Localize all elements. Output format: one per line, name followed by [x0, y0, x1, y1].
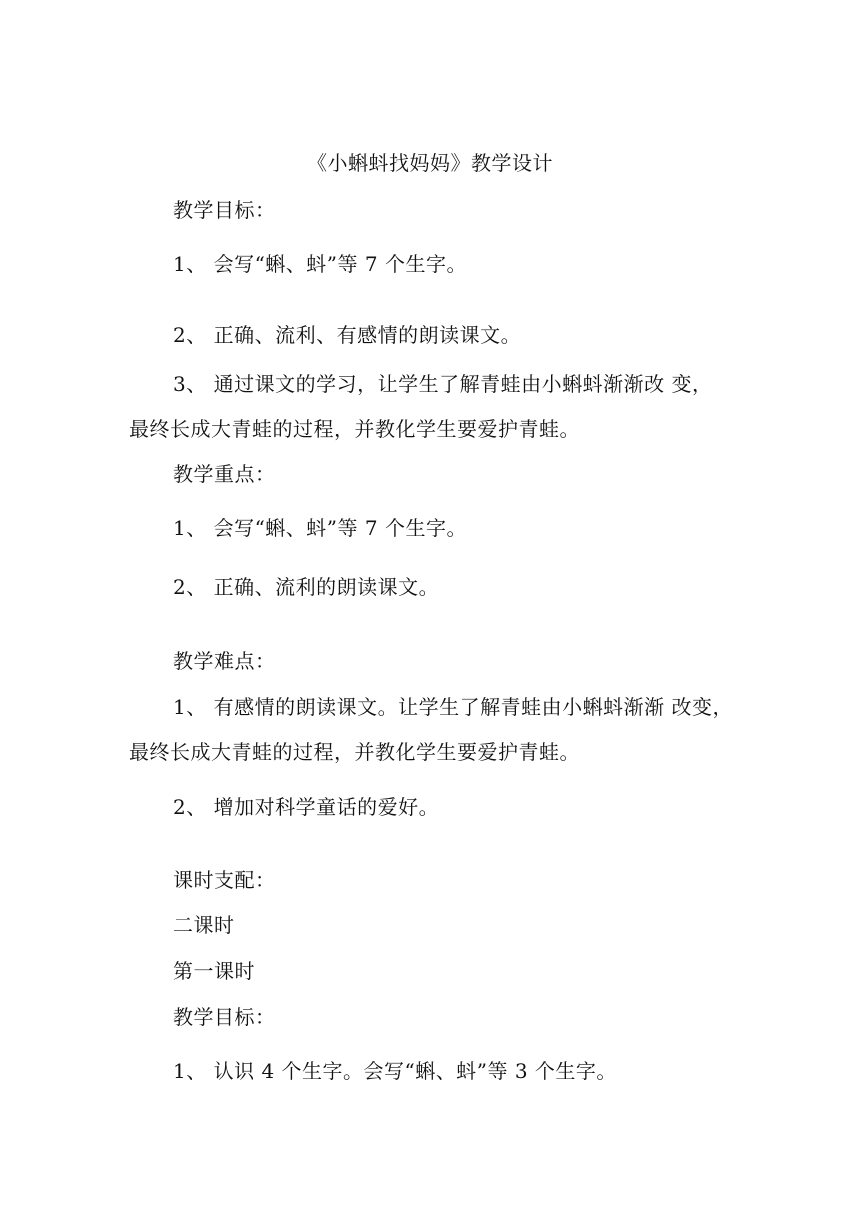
- heading-first-period-goals: 教学目标：: [173, 1005, 276, 1029]
- heading-schedule: 课时支配：: [173, 868, 276, 892]
- heading-teaching-goals: 教学目标：: [173, 198, 276, 222]
- goal-item-2: 2、 正确、流利、有感情的朗读课文。: [173, 323, 522, 347]
- key-point-item-1: 1、 会写“蝌、蚪”等 7 个生字。: [173, 516, 467, 540]
- difficulty-item-1-continued: 最终长成大青蛙的过程，并教化学生要爱护青蛙。: [129, 740, 580, 764]
- document-title: 《小蝌蚪找妈妈》教学设计: [307, 151, 553, 175]
- key-point-item-2: 2、 正确、流利的朗读课文。: [173, 575, 440, 599]
- first-period-goal-item-1: 1、 认识 4 个生字。会写“蝌、蚪”等 3 个生字。: [173, 1059, 617, 1083]
- difficulty-item-1: 1、 有感情的朗读课文。让学生了解青蛙由小蝌蚪渐渐 改变，: [173, 695, 733, 719]
- goal-item-3-continued: 最终长成大青蛙的过程，并教化学生要爱护青蛙。: [129, 417, 580, 441]
- heading-difficulties: 教学难点：: [173, 649, 276, 673]
- heading-first-period: 第一课时: [173, 959, 255, 983]
- heading-key-points: 教学重点：: [173, 462, 276, 486]
- goal-item-3: 3、 通过课文的学习，让学生了解青蛙由小蝌蚪渐渐改 变，: [173, 372, 713, 396]
- goal-item-1: 1、 会写“蝌、蚪”等 7 个生字。: [173, 252, 467, 276]
- difficulty-item-2: 2、 增加对科学童话的爱好。: [173, 795, 440, 819]
- schedule-periods: 二课时: [173, 913, 235, 937]
